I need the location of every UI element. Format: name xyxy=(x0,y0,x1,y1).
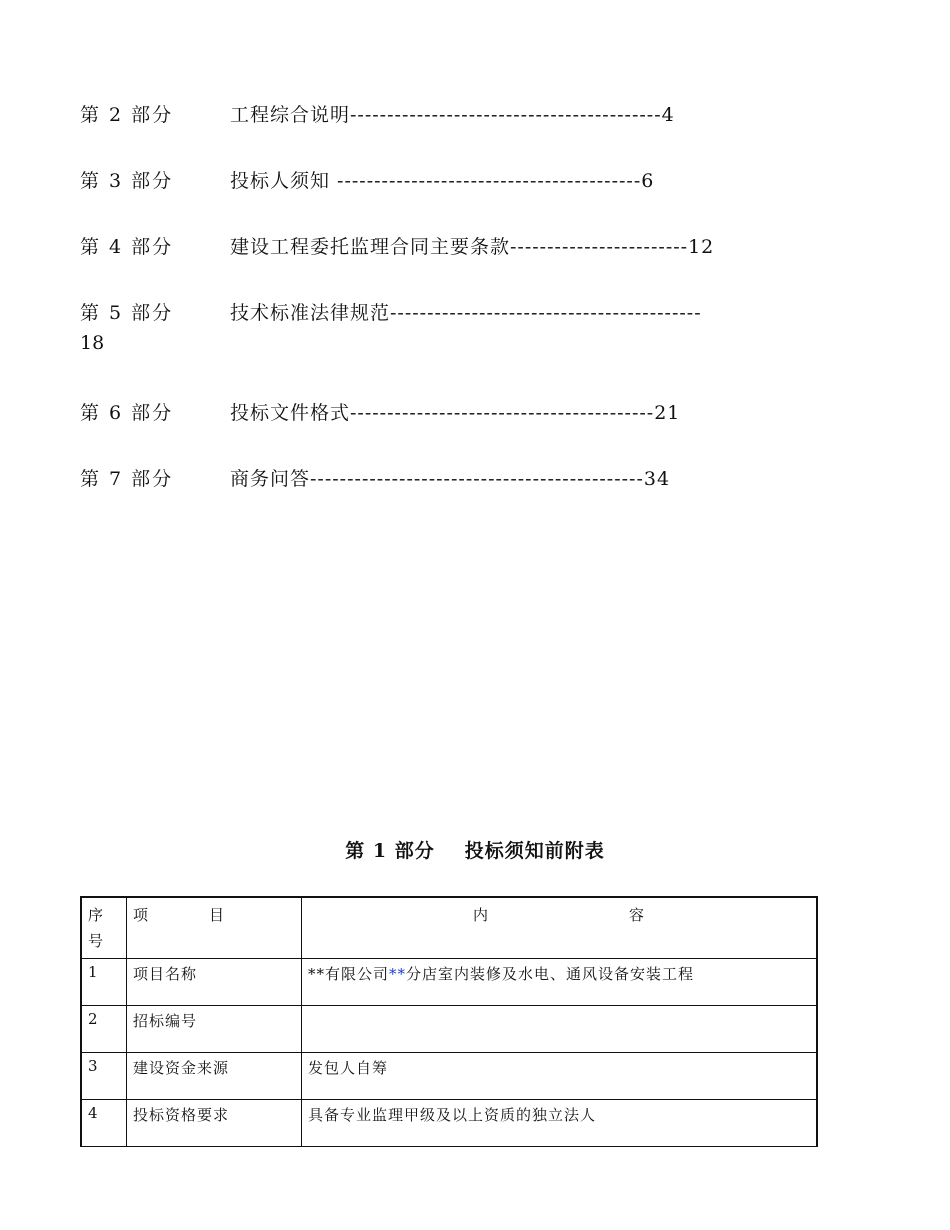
toc-entry: 技术标准法律规范------------------------------------------ xyxy=(230,302,702,324)
table-row xyxy=(81,1100,817,1147)
table-row xyxy=(81,1006,817,1053)
toc-page-number: 18 xyxy=(80,332,105,354)
section-title: 投标须知前附表 xyxy=(464,840,605,862)
toc-part-label: 第 7 部分 xyxy=(80,468,174,490)
toc-entry: 投标文件格式-----------------------------------------21 xyxy=(230,402,681,424)
section-heading xyxy=(0,836,950,863)
row-content-highlight: ** xyxy=(389,965,407,983)
header-content-a: 内 xyxy=(472,906,489,924)
header-item-a: 项 xyxy=(133,906,150,924)
toc-item-part-4[interactable] xyxy=(80,228,880,294)
row-content xyxy=(302,1006,818,1053)
table-row xyxy=(81,1053,817,1100)
header-item-b: 目 xyxy=(209,906,226,924)
toc-item-part-7[interactable] xyxy=(80,460,880,526)
row-item: 投标资格要求 xyxy=(127,1100,302,1147)
section-part: 第 1 部分 xyxy=(345,840,435,862)
row-content xyxy=(302,1053,818,1100)
row-number: 2 xyxy=(81,1006,127,1053)
toc-item-part-3[interactable] xyxy=(80,162,880,228)
row-number: 4 xyxy=(81,1100,127,1147)
toc-item-part-6[interactable] xyxy=(80,394,880,460)
row-content-prefix: **有限公司 xyxy=(308,965,390,983)
toc-part-label: 第 6 部分 xyxy=(80,402,174,424)
toc-part-label: 第 4 部分 xyxy=(80,236,174,258)
row-item: 建设资金来源 xyxy=(127,1053,302,1100)
header-content-b: 容 xyxy=(629,906,646,924)
toc-part-label: 第 2 部分 xyxy=(80,104,174,126)
header-seq-top: 序 xyxy=(88,906,105,924)
toc-entry: 商务问答---------------------------------------------34 xyxy=(230,468,671,490)
toc-part-label: 第 3 部分 xyxy=(80,170,174,192)
row-content xyxy=(302,1100,818,1147)
toc-entry: 投标人须知 -----------------------------------------6 xyxy=(230,170,655,192)
bidding-front-table xyxy=(80,896,818,1147)
row-number: 3 xyxy=(81,1053,127,1100)
row-content-prefix: 具备专业监理甲级及以上资质的独立法人 xyxy=(308,1106,597,1124)
row-item: 招标编号 xyxy=(127,1006,302,1053)
table-row xyxy=(81,959,817,1006)
row-content-suffix: 分店室内装修及水电、通风设备安装工程 xyxy=(406,965,695,983)
toc-entry: 工程综合说明------------------------------------------4 xyxy=(230,104,675,126)
toc-part-label: 第 5 部分 xyxy=(80,302,174,324)
header-content xyxy=(302,897,818,959)
toc-item-part-2[interactable] xyxy=(80,96,880,162)
header-seq xyxy=(81,897,127,959)
toc-entry: 建设工程委托监理合同主要条款------------------------12 xyxy=(230,236,715,258)
table-of-contents xyxy=(80,96,880,526)
row-item: 项目名称 xyxy=(127,959,302,1006)
row-content-prefix: 发包人自筹 xyxy=(308,1059,389,1077)
row-number: 1 xyxy=(81,959,127,1006)
header-seq-bottom: 号 xyxy=(88,932,105,950)
header-item xyxy=(127,897,302,959)
table-header-row xyxy=(81,897,817,959)
row-content xyxy=(302,959,818,1006)
toc-item-part-5[interactable] xyxy=(80,294,880,394)
